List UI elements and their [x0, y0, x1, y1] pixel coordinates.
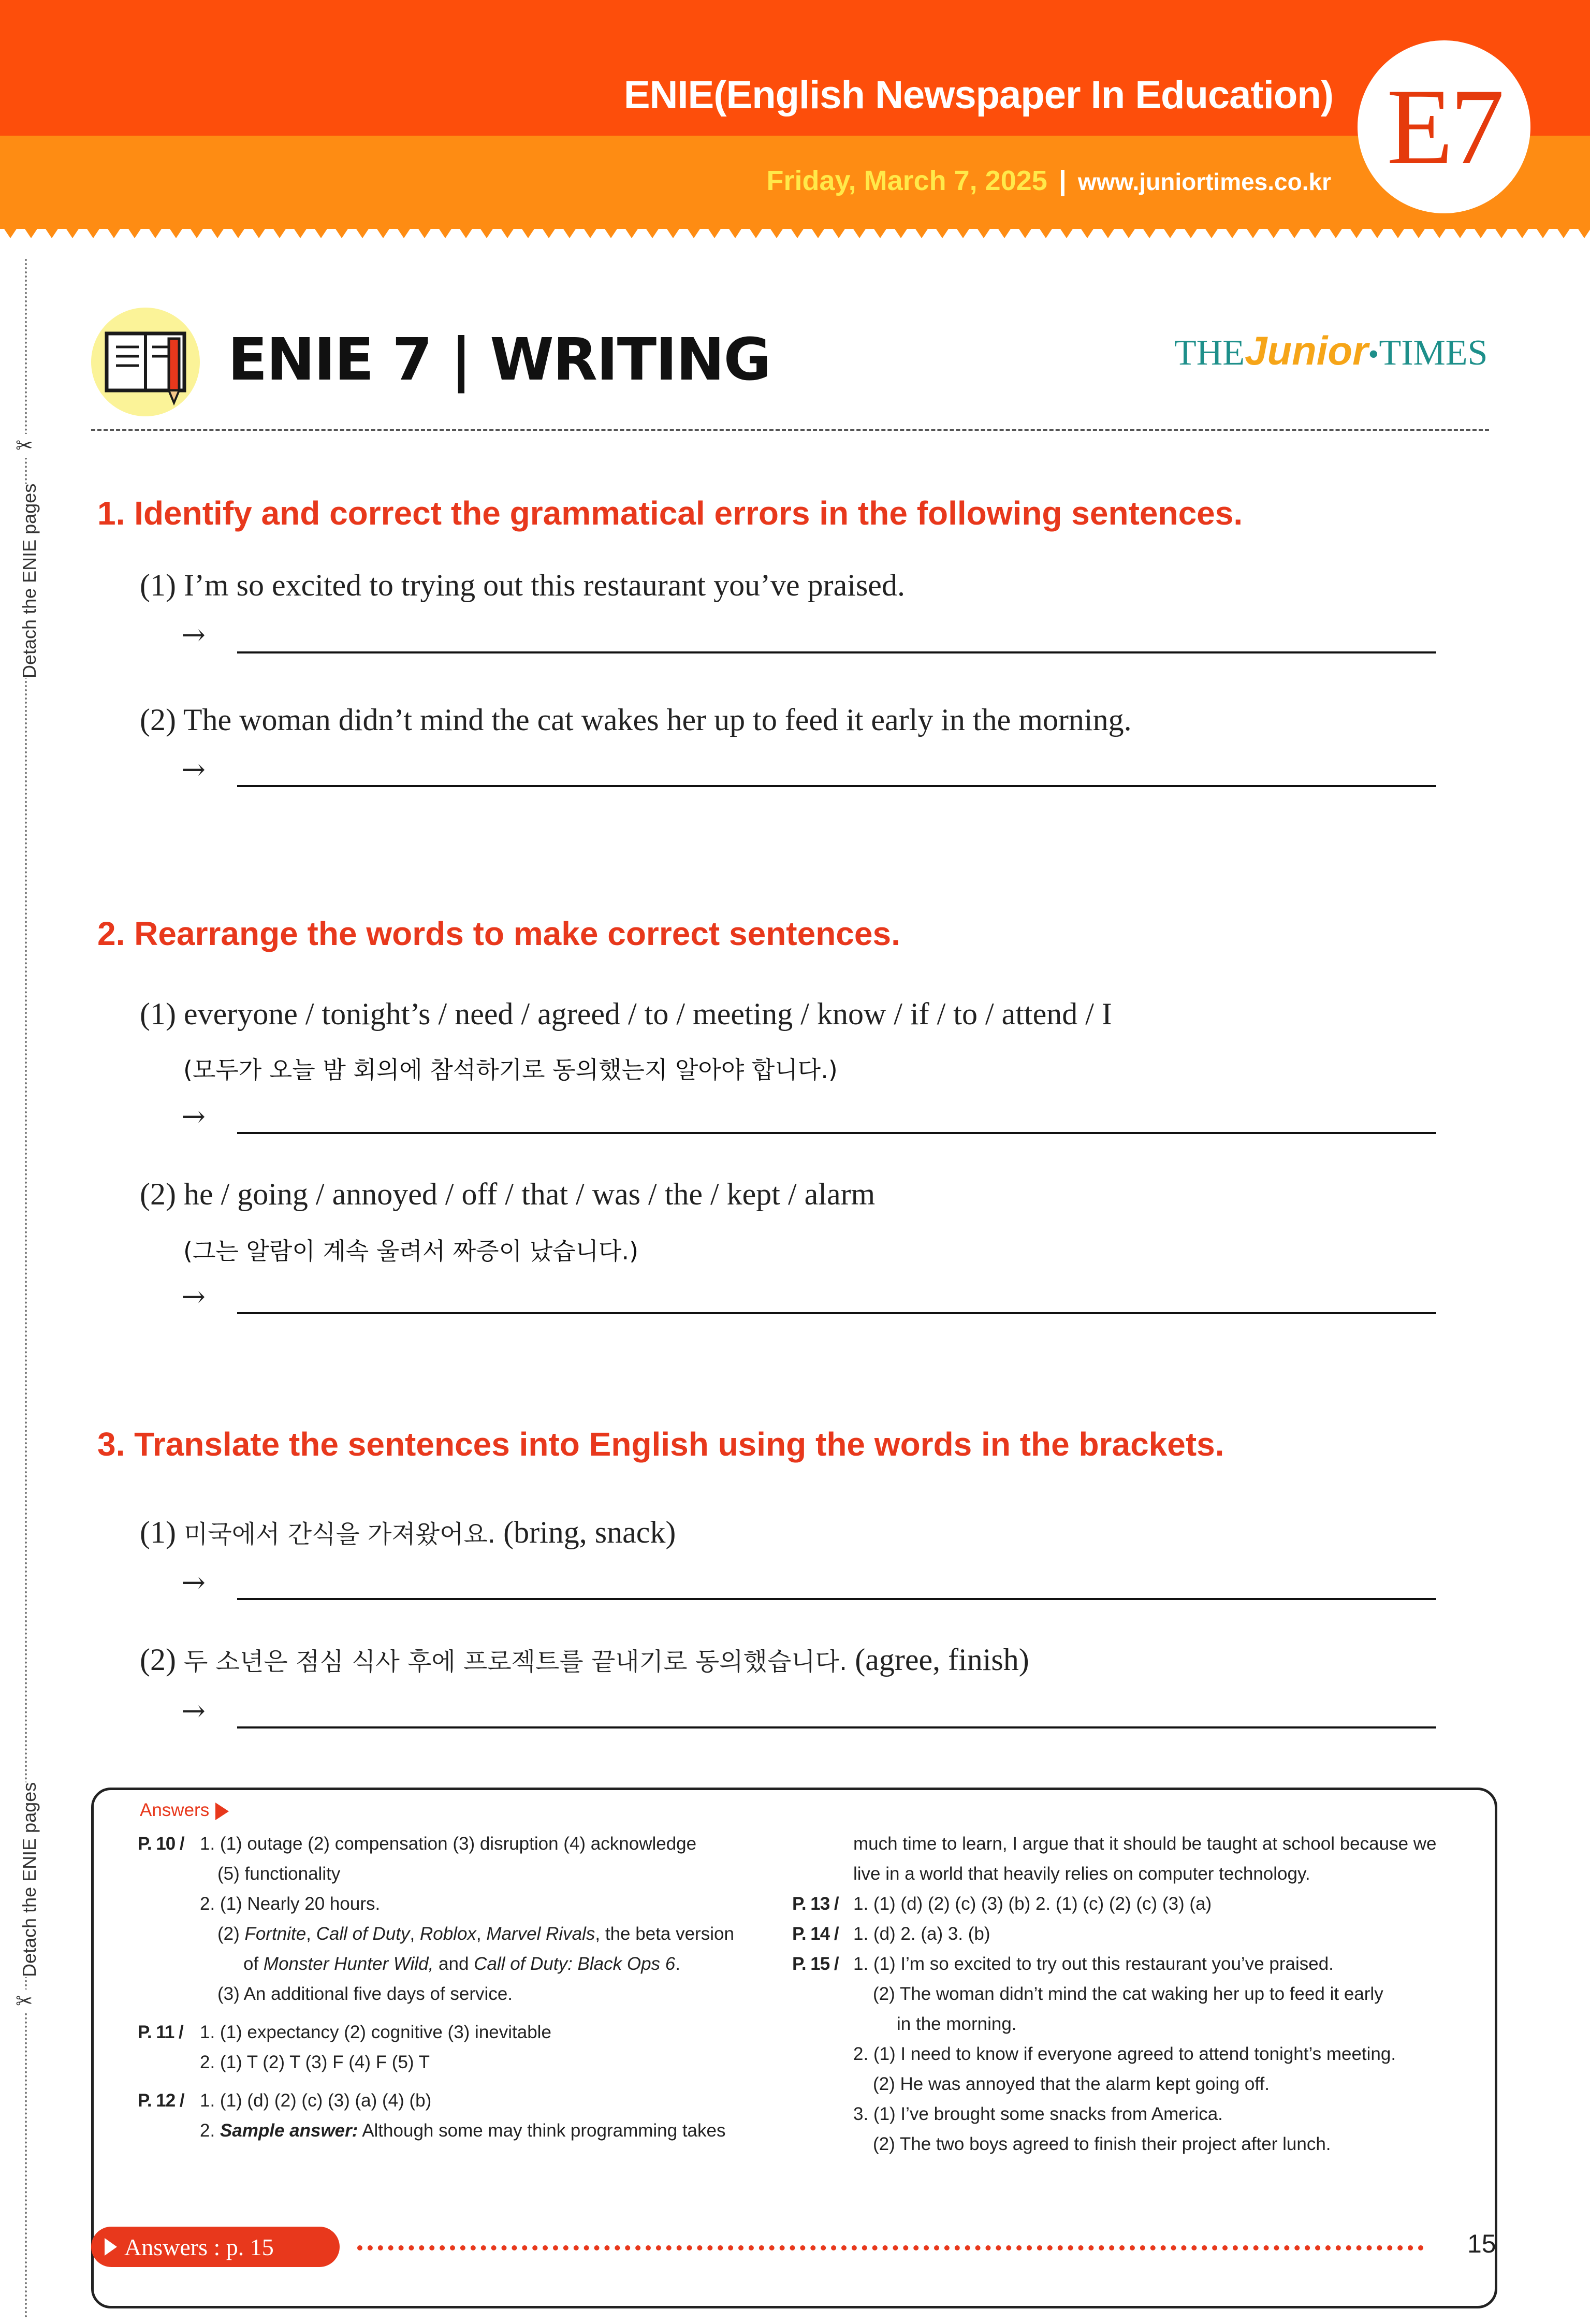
- answer-line-text: in the morning.: [897, 2014, 1017, 2034]
- question-2-item-2-hint: (그는 알람이 계속 울려서 짜증이 났습니다.): [183, 1237, 639, 1265]
- answer-page-ref: P. 13 /: [792, 1894, 839, 1914]
- detach-label-bottom: Detach the ENIE pages: [16, 1782, 43, 1977]
- item-number: (1): [140, 1515, 176, 1549]
- answer-line-text: (2) The two boys agreed to finish their project after lunch.: [873, 2134, 1331, 2154]
- question-2-item-1: (1) everyone / tonight’s / need / agreed / to / meeting / know / if / to / attend / I: [140, 997, 1112, 1031]
- item-number: (2): [140, 1643, 176, 1677]
- answer-line-text: 3. (1) I’ve brought some snacks from America.: [853, 2104, 1223, 2124]
- brand-times: TIMES: [1379, 333, 1488, 373]
- question-2-heading: 2. Rearrange the words to make correct sentences.: [97, 915, 900, 952]
- answer-line-text: 2. (1) T (2) T (3) F (4) F (5) T: [200, 2052, 430, 2072]
- answers-reference-label: Answers : p. 15: [124, 2233, 274, 2260]
- arrow-icon: →: [181, 618, 206, 652]
- answer-line-text: 1. (1) (d) (2) (c) (3) (a) (4) (b): [200, 2090, 432, 2111]
- question-3-heading: 3. Translate the sentences into English using the words in the brackets.: [97, 1426, 1224, 1463]
- answer-line-text: 2. Sample answer: Although some may think programming takes: [200, 2120, 726, 2141]
- notebook-pencil-icon: [91, 308, 200, 416]
- answer-line[interactable]: [237, 785, 1436, 787]
- answer-line-text: 1. (1) outage (2) compensation (3) disruption (4) acknowledge: [200, 1834, 697, 1854]
- footer-dotted-line: [357, 2245, 1424, 2250]
- answers-heading: [140, 1800, 229, 1821]
- answer-line-text: 2. (1) Nearly 20 hours.: [200, 1894, 381, 1914]
- scissors-icon: ✂: [16, 1989, 33, 2013]
- answers-reference-button[interactable]: [91, 2227, 340, 2267]
- answer-line-text: much time to learn, I argue that it should be taught at school because we: [853, 1834, 1437, 1854]
- question-1-item-1: (1) I’m so excited to trying out this restaurant you’ve praised.: [140, 568, 905, 602]
- page-number: 15: [1467, 2229, 1496, 2258]
- answer-line-text: (5) functionality: [217, 1864, 341, 1884]
- answer-page-ref: P. 11 /: [138, 2022, 183, 2042]
- answer-line[interactable]: [237, 651, 1436, 653]
- answer-line[interactable]: [237, 1312, 1436, 1314]
- brand-junior: Junior: [1245, 328, 1368, 373]
- question-3-item-2: [140, 1642, 1029, 1678]
- answer-line[interactable]: [237, 1726, 1436, 1729]
- answer-line-text: 1. (1) (d) (2) (c) (3) (b) 2. (1) (c) (2) (c) (3) (a): [853, 1894, 1212, 1914]
- question-2-item-2: (2) he / going / annoyed / off / that / was / the / kept / alarm: [140, 1177, 876, 1211]
- junior-times-logo: [1174, 327, 1487, 374]
- answer-line-text: 1. (d) 2. (a) 3. (b): [853, 1924, 990, 1944]
- answer-line-text: 1. (1) I’m so excited to try out this restaurant you’ve praised.: [853, 1954, 1334, 1974]
- answer-page-ref: P. 14 /: [792, 1924, 839, 1944]
- answer-line-text: of Monster Hunter Wild, and Call of Duty: Black Ops 6.: [243, 1954, 680, 1974]
- page-title: ENIE 7 | WRITING: [228, 326, 770, 394]
- section-badge: [1358, 40, 1530, 213]
- answer-page-ref: P. 10 /: [138, 1834, 184, 1854]
- arrow-icon: →: [181, 753, 206, 787]
- answer-line-text: (2) He was annoyed that the alarm kept going off.: [873, 2074, 1270, 2094]
- answer-line-text: 1. (1) expectancy (2) cognitive (3) inevitable: [200, 2022, 551, 2042]
- korean-sentence: 두 소년은 점심 식사 후에 프로젝트를 끝내기로 동의했습니다.: [183, 1647, 848, 1676]
- bracket-words: (bring, snack): [503, 1515, 676, 1549]
- korean-sentence: 미국에서 간식을 가져왔어요.: [183, 1520, 496, 1549]
- detach-label-top: Detach the ENIE pages: [16, 484, 43, 678]
- answer-line-text: (3) An additional five days of service.: [217, 1984, 513, 2004]
- answer-line-text: (2) The woman didn’t mind the cat waking her up to feed it early: [873, 1984, 1383, 2004]
- issue-date: Friday, March 7, 2025: [766, 165, 1047, 196]
- answer-line[interactable]: [237, 1132, 1436, 1134]
- brand-dot-icon: •: [1368, 337, 1379, 371]
- answer-line-text: (2) Fortnite, Call of Duty, Roblox, Marvel Rivals, the beta version: [217, 1924, 734, 1944]
- arrow-icon: →: [181, 1280, 206, 1314]
- scissors-icon: ✂: [16, 434, 33, 458]
- newspaper-section-title: ENIE(English Newspaper In Education): [623, 73, 1333, 117]
- brand-the: THE: [1174, 333, 1245, 373]
- play-triangle-icon: [215, 1803, 229, 1820]
- answer-line[interactable]: [237, 1598, 1436, 1600]
- question-1-item-2: (2) The woman didn’t mind the cat wakes her up to feed it early in the morning.: [140, 703, 1132, 737]
- play-triangle-icon: [105, 2238, 117, 2256]
- header-zigzag-edge: [0, 223, 1590, 243]
- question-1-heading: 1. Identify and correct the grammatical errors in the following sentences.: [97, 495, 1243, 532]
- answer-page-ref: P. 15 /: [792, 1954, 839, 1974]
- header-dateline: [767, 165, 1331, 197]
- arrow-icon: →: [181, 1566, 206, 1600]
- date-separator: |: [1058, 165, 1067, 196]
- question-2-item-1-hint: (모두가 오늘 밤 회의에 참석하기로 동의했는지 알아야 합니다.): [183, 1056, 838, 1084]
- answer-line-text: live in a world that heavily relies on computer technology.: [853, 1864, 1310, 1884]
- website-url[interactable]: www.juniortimes.co.kr: [1077, 168, 1331, 195]
- question-3-item-1: [140, 1514, 676, 1550]
- arrow-icon: →: [181, 1100, 206, 1134]
- title-divider: [91, 429, 1489, 431]
- answers-label: Answers: [140, 1800, 210, 1820]
- arrow-icon: →: [181, 1694, 206, 1728]
- section-badge-label: E7: [1387, 66, 1501, 187]
- answer-page-ref: P. 12 /: [138, 2090, 184, 2111]
- bracket-words: (agree, finish): [855, 1643, 1029, 1677]
- answer-line-text: 2. (1) I need to know if everyone agreed to attend tonight’s meeting.: [853, 2044, 1396, 2064]
